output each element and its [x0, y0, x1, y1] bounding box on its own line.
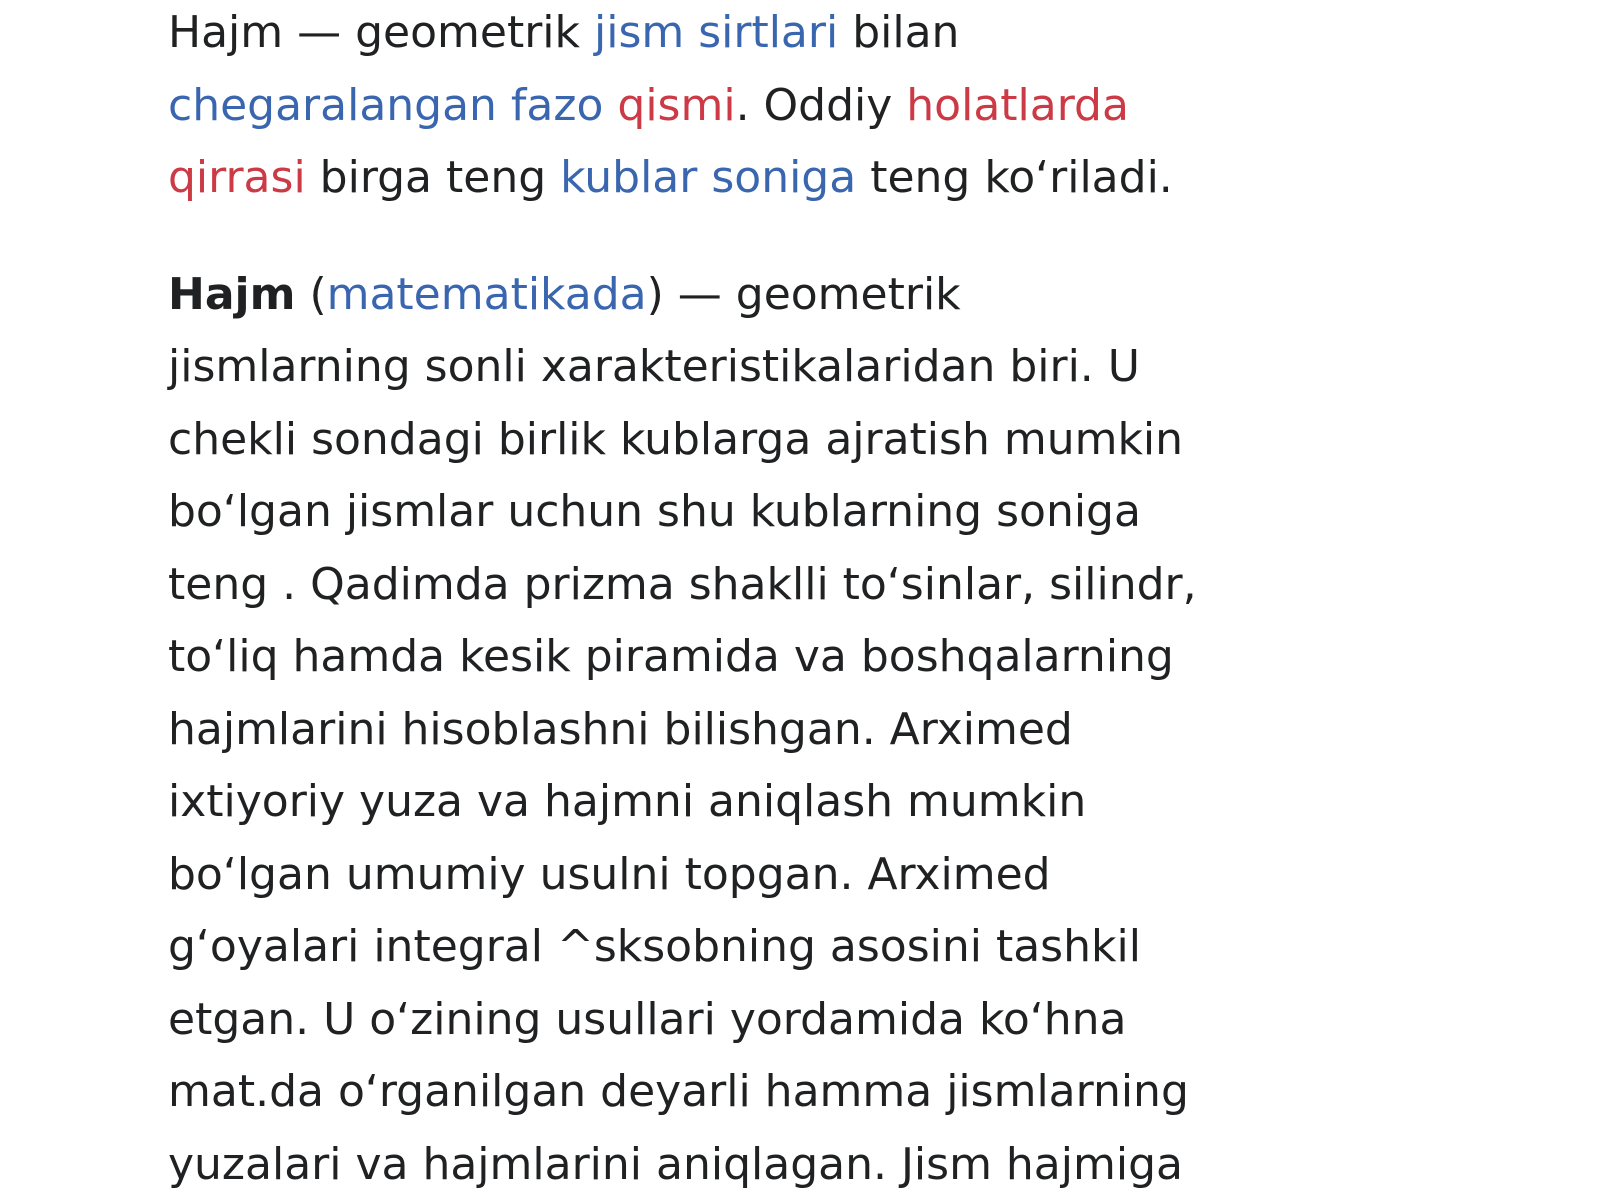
text-line [168, 142, 1430, 215]
text-line [168, 70, 1430, 143]
definition-paragraph [168, 259, 1430, 1201]
text-span: ) — geometrik [647, 269, 961, 320]
text-line: yuzalari va hajmlarini aniqlagan. Jism hajmiga [168, 1129, 1430, 1201]
text-line: etgan. U o‘zining usullari yordamida ko‘hna [168, 984, 1430, 1057]
link-qismi[interactable]: qismi [617, 80, 735, 131]
text-span: ( [295, 269, 326, 320]
text-line: teng . Qadimda prizma shaklli to‘sinlar, silindr, [168, 549, 1430, 622]
link-qirrasi[interactable]: qirrasi [168, 152, 306, 203]
text-line: jismlarning sonli xarakteristikalaridan biri. U [168, 331, 1430, 404]
text-span: teng ko‘riladi. [856, 152, 1173, 203]
text-span: birga teng [306, 152, 560, 203]
text-line: bo‘lgan jismlar uchun shu kublarning soniga [168, 476, 1430, 549]
text-line: to‘liq hamda kesik piramida va boshqalarning [168, 621, 1430, 694]
text-span: . Oddiy [736, 80, 907, 131]
text-line: chekli sondagi birlik kublarga ajratish mumkin [168, 404, 1430, 477]
link-jism-sirtlari[interactable]: jism sirtlari [594, 7, 838, 58]
link-holatlarda[interactable]: holatlarda [906, 80, 1129, 131]
text-line [168, 259, 1430, 332]
link-chegaralangan-fazo[interactable]: chegaralangan fazo [168, 80, 603, 131]
text-line: g‘oyalari integral ^sksobning asosini tashkil [168, 911, 1430, 984]
link-matematikada[interactable]: matematikada [327, 269, 647, 320]
text-span: Hajm — geometrik [168, 7, 594, 58]
link-kublar-soniga[interactable]: kublar soniga [560, 152, 856, 203]
text-span [603, 80, 617, 131]
text-line: hajmlarini hisoblashni bilishgan. Arximed [168, 694, 1430, 767]
intro-paragraph [168, 0, 1430, 215]
text-line: ixtiyoriy yuza va hajmni aniqlash mumkin [168, 766, 1430, 839]
text-line: bo‘lgan umumiy usulni topgan. Arximed [168, 839, 1430, 912]
text-span: bilan [838, 7, 959, 58]
article-content [168, 0, 1430, 1201]
text-line [168, 0, 1430, 70]
term-bold: Hajm [168, 269, 295, 320]
text-line: mat.da o‘rganilgan deyarli hamma jismlarning [168, 1056, 1430, 1129]
